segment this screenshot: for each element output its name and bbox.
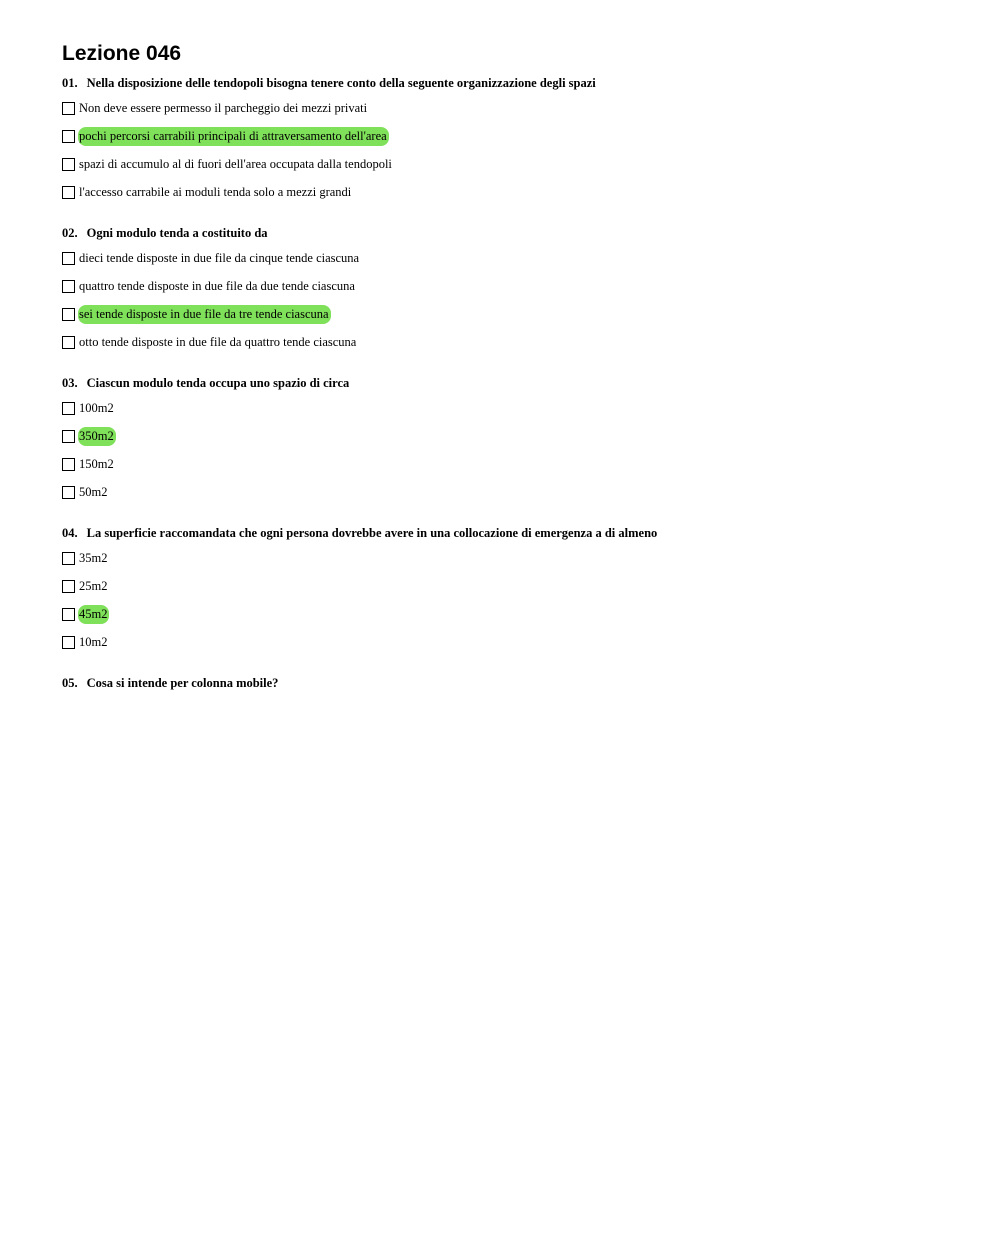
answer-text: sei tende disposte in due file da tre tende ciascuna [78,305,331,324]
checkbox[interactable] [62,430,75,443]
answer-option[interactable] [62,550,962,567]
checkbox[interactable] [62,402,75,415]
answer-text: pochi percorsi carrabili principali di attraversamento dell'area [78,127,389,146]
checkbox[interactable] [62,102,75,115]
question-text [62,225,962,241]
question-label: La superficie raccomandata che ogni persona dovrebbe avere in una collocazione di emergenza a di almeno [86,526,658,540]
question-2 [62,225,962,351]
question-1 [62,75,962,201]
answer-text: 150m2 [79,457,114,471]
question-number: 05. [62,676,78,690]
answer-text: 350m2 [78,427,116,446]
question-number: 01. [62,76,78,90]
question-label: Ogni modulo tenda a costituito da [86,226,268,240]
answer-option[interactable] [62,100,962,117]
answer-option[interactable] [62,428,962,445]
answer-text: 50m2 [79,485,108,499]
question-3 [62,375,962,501]
checkbox[interactable] [62,336,75,349]
lesson-title: Lezione 046 [62,42,182,65]
question-4 [62,525,962,651]
answer-option[interactable] [62,484,962,501]
checkbox[interactable] [62,130,75,143]
checkbox[interactable] [62,308,75,321]
question-text [62,675,962,691]
answer-option[interactable] [62,334,962,351]
answer-option[interactable] [62,606,962,623]
checkbox[interactable] [62,458,75,471]
checkbox[interactable] [62,580,75,593]
checkbox[interactable] [62,486,75,499]
question-label: Nella disposizione delle tendopoli bisogna tenere conto della seguente organizzazione degli spazi [86,76,596,90]
checkbox[interactable] [62,252,75,265]
question-number: 02. [62,226,78,240]
question-text [62,525,962,541]
answer-text: 10m2 [79,635,108,649]
question-5 [62,675,962,691]
question-number: 03. [62,376,78,390]
answer-text: dieci tende disposte in due file da cinque tende ciascuna [79,251,360,265]
answer-option[interactable] [62,634,962,651]
answer-option[interactable] [62,278,962,295]
answer-option[interactable] [62,156,962,173]
checkbox[interactable] [62,552,75,565]
checkbox[interactable] [62,158,75,171]
answer-option[interactable] [62,184,962,201]
checkbox[interactable] [62,636,75,649]
checkbox[interactable] [62,280,75,293]
answer-text: Non deve essere permesso il parcheggio dei mezzi privati [79,101,368,115]
answer-option[interactable] [62,578,962,595]
answer-text: spazi di accumulo al di fuori dell'area occupata dalla tendopoli [79,157,392,171]
answer-text: 25m2 [79,579,108,593]
answer-text: quattro tende disposte in due file da due tende ciascuna [79,279,355,293]
answer-text: 100m2 [79,401,114,415]
checkbox[interactable] [62,608,75,621]
document-page [62,40,962,715]
answer-option[interactable] [62,456,962,473]
answer-option[interactable] [62,250,962,267]
answer-text: otto tende disposte in due file da quattro tende ciascuna [79,335,357,349]
question-text [62,375,962,391]
answer-text: l'accesso carrabile ai moduli tenda solo a mezzi grandi [79,185,352,199]
question-label: Ciascun modulo tenda occupa uno spazio di circa [86,376,350,390]
answer-text: 35m2 [79,551,108,565]
answer-option[interactable] [62,400,962,417]
answer-text: 45m2 [78,605,109,624]
question-text [62,75,962,91]
question-label: Cosa si intende per colonna mobile? [86,676,279,690]
question-list [62,75,962,691]
answer-option[interactable] [62,128,962,145]
checkbox[interactable] [62,186,75,199]
question-number: 04. [62,526,78,540]
answer-option[interactable] [62,306,962,323]
